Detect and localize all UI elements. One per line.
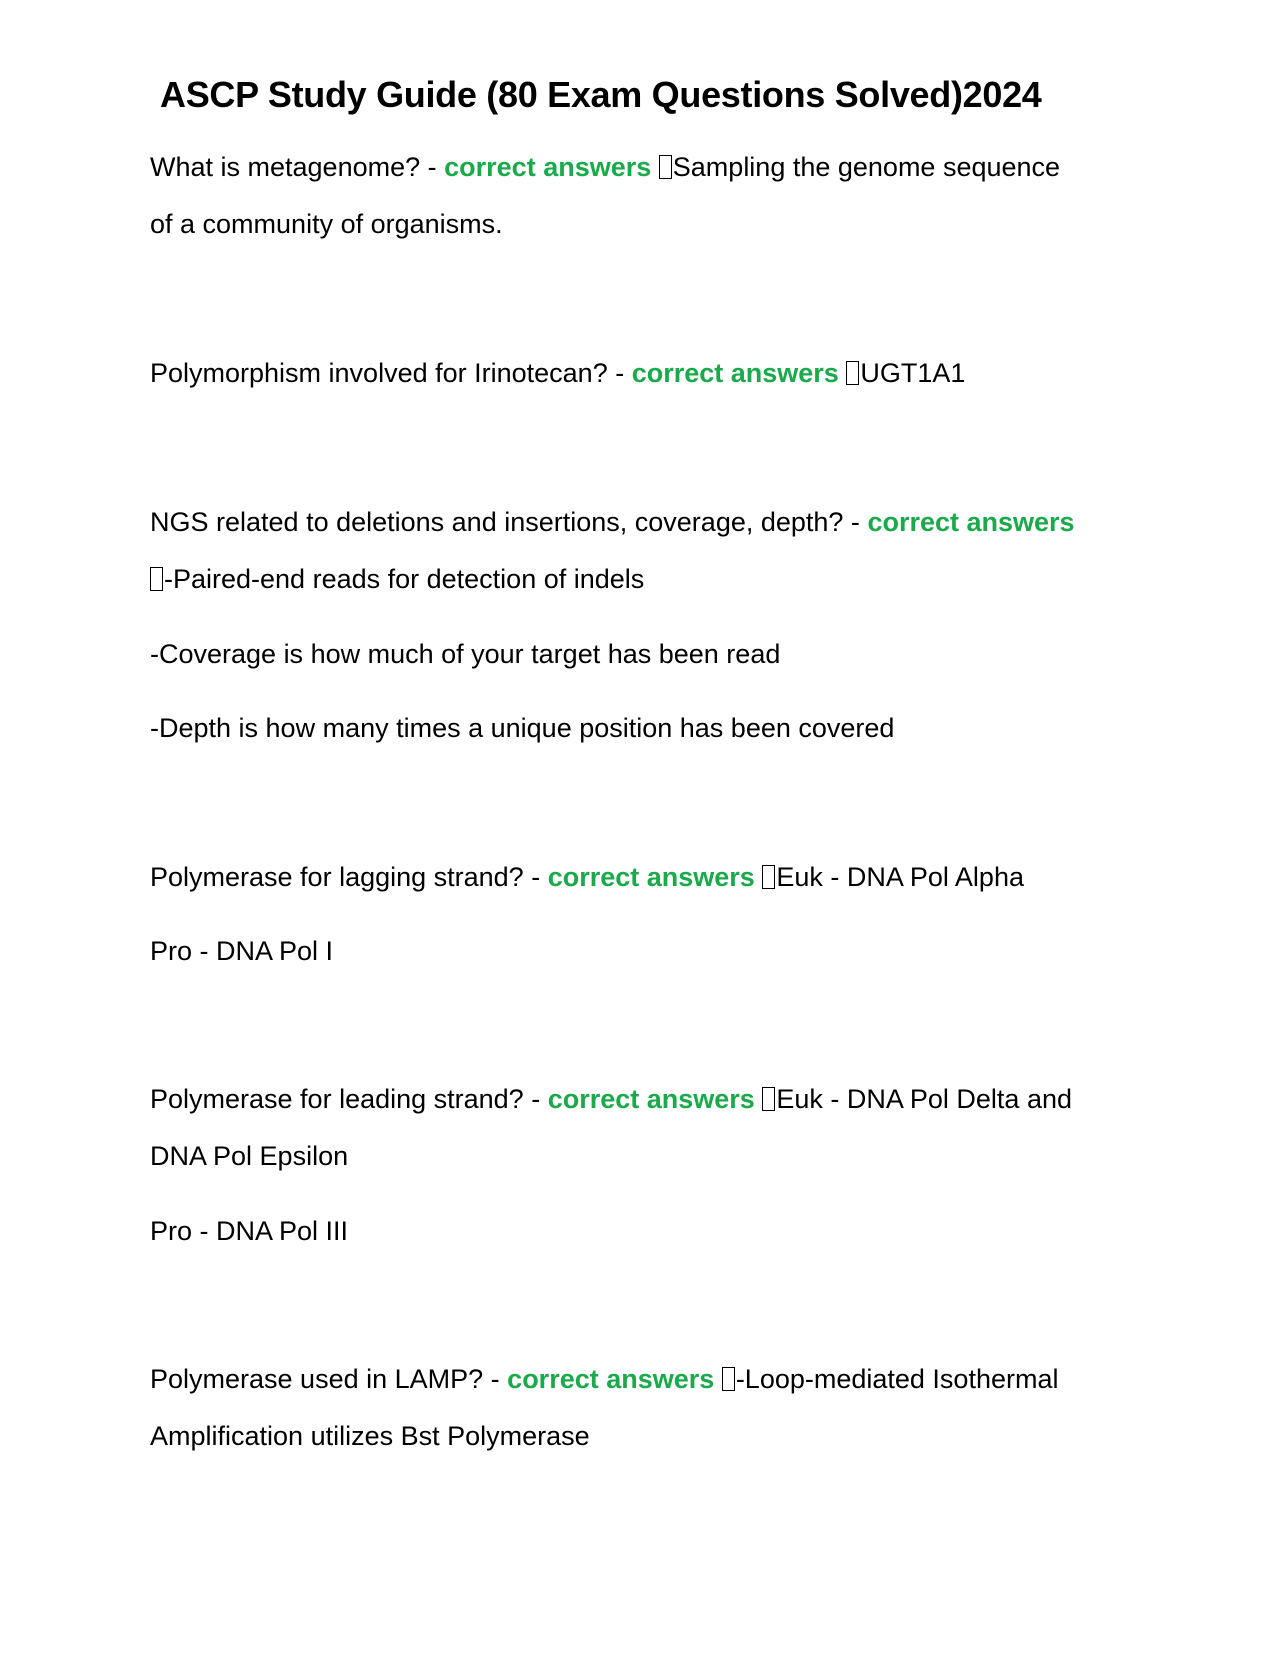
qa-2-line-1 [150, 356, 965, 390]
qa-6-line-2: Amplification utilizes Bst Polymerase [150, 1421, 590, 1451]
qa-4-line-2: Pro - DNA Pol I [150, 936, 334, 966]
qa-5-line-1 [150, 1082, 1072, 1116]
qa-6-answer-label: correct answers [507, 1364, 715, 1394]
document-title: ASCP Study Guide (80 Exam Questions Solved)2024 [160, 74, 1042, 115]
qa-5-line-3: Pro - DNA Pol III [150, 1216, 349, 1246]
qa-5-answer: Euk - DNA Pol Delta and [776, 1084, 1072, 1114]
qa-4-answer-label: correct answers [547, 862, 755, 892]
qa-3-line-1 [150, 505, 1075, 539]
missing-glyph-icon [846, 361, 859, 385]
missing-glyph-icon [659, 155, 672, 179]
qa-1-line-1 [150, 150, 1060, 184]
qa-4-line-1 [150, 860, 1024, 894]
qa-1-question: What is metagenome? - [150, 152, 445, 182]
missing-glyph-icon [762, 865, 775, 889]
qa-3-line-2 [150, 562, 644, 596]
qa-2-answer: UGT1A1 [860, 358, 966, 388]
qa-4-answer: Euk - DNA Pol Alpha [776, 862, 1024, 892]
qa-5-line-2: DNA Pol Epsilon [150, 1141, 349, 1171]
qa-3-line-3: -Coverage is how much of your target has been read [150, 639, 781, 669]
qa-3-answer-label: correct answers [867, 507, 1075, 537]
qa-6-line-1 [150, 1362, 1058, 1396]
qa-6-question: Polymerase used in LAMP? - [150, 1364, 508, 1394]
qa-3-answer-rest-1: -Paired-end reads for detection of indels [164, 564, 645, 594]
qa-1-line-2: of a community of organisms. [150, 209, 503, 239]
qa-6-answer: -Loop-mediated Isothermal [735, 1364, 1059, 1394]
qa-4-question: Polymerase for lagging strand? - [150, 862, 548, 892]
qa-1-answer: Sampling the genome sequence [672, 152, 1061, 182]
qa-3-question: NGS related to deletions and insertions, coverage, depth? - [150, 507, 868, 537]
qa-5-answer-label: correct answers [547, 1084, 755, 1114]
qa-2-question: Polymorphism involved for Irinotecan? - [150, 358, 632, 388]
missing-glyph-icon [150, 567, 163, 591]
qa-1-answer-label: correct answers [444, 152, 652, 182]
qa-5-question: Polymerase for leading strand? - [150, 1084, 548, 1114]
missing-glyph-icon [722, 1367, 735, 1391]
qa-2-answer-label: correct answers [631, 358, 839, 388]
qa-3-line-4: -Depth is how many times a unique position has been covered [150, 713, 895, 743]
missing-glyph-icon [762, 1087, 775, 1111]
